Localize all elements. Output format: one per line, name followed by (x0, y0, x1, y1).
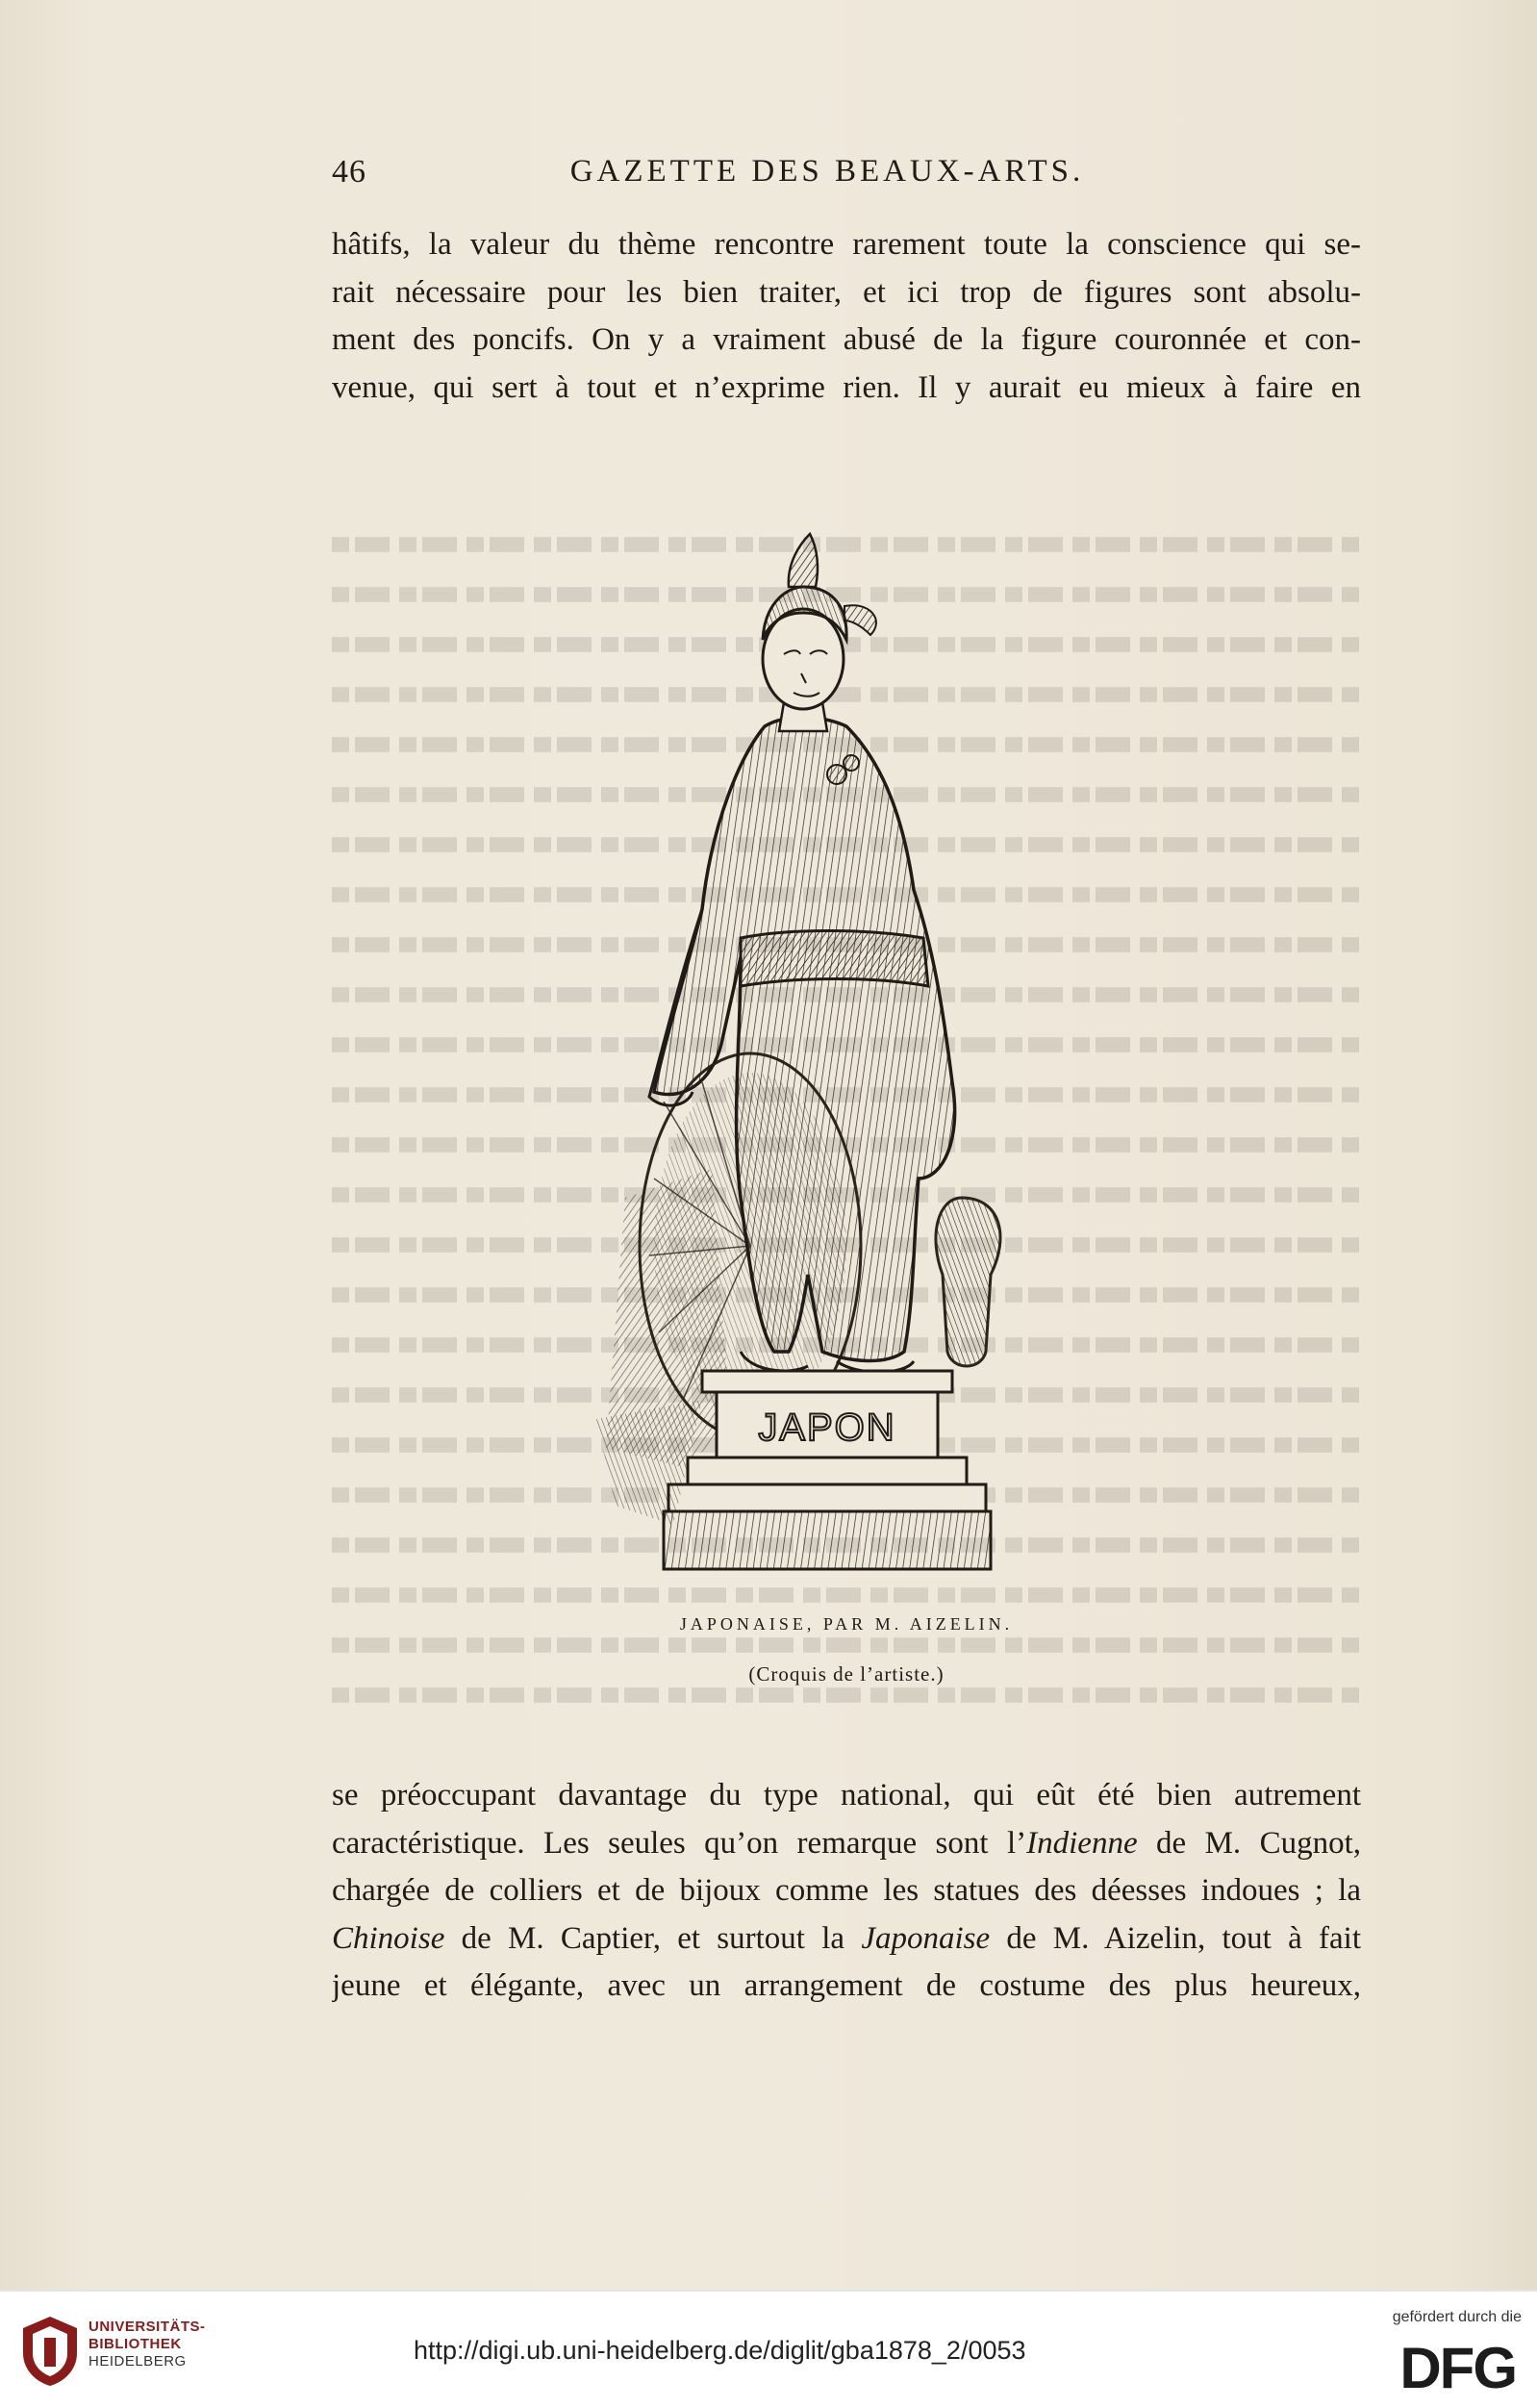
japonaise-statue-engraving (596, 505, 1048, 1583)
text-line: venue, qui sert à tout et n’exprime rien. Il y aurait eu mieux à faire en (332, 369, 1361, 405)
university-name (88, 2319, 206, 2370)
italic-title: Indienne (1026, 1825, 1138, 1861)
figure-caption: JAPONAISE, PAR M. AIZELIN. (679, 1614, 1014, 1634)
text-line (332, 1820, 1361, 1868)
text-run: de M. Aizelin, tout à fait (990, 1920, 1361, 1956)
page-header (332, 154, 1361, 202)
text-line: ment des poncifs. On y a vraiment abusé de la figure couronnée et con- (332, 322, 1361, 357)
university-line: BIBLIOTHEK (88, 2336, 182, 2352)
text-run: de M. Captier, et surtout la (444, 1920, 862, 1956)
pedestal-label: JAPON (758, 1407, 896, 1449)
text-line: se préoccupant davantage du type national, qui eût été bien autrement (332, 1778, 1361, 1812)
university-seal-icon (21, 2315, 79, 2388)
permalink-url[interactable]: http://digi.ub.uni-heidelberg.de/diglit/gba1878_2/0053 (414, 2336, 1026, 2365)
italic-title: Chinoise (332, 1920, 445, 1956)
university-line: HEIDELBERG (88, 2353, 187, 2370)
top-paragraph (332, 221, 1361, 412)
university-line: UNIVERSITÄTS- (88, 2319, 206, 2335)
text-line: rait nécessaire pour les bien traiter, et ici trop de figures sont absolu- (332, 274, 1361, 310)
figure-credit: (Croquis de l’artiste.) (748, 1662, 945, 1686)
text-line: hâtifs, la valeur du thème rencontre rarement toute la conscience qui se- (332, 227, 1361, 262)
funding-note: gefördert durch die (1392, 2309, 1522, 2325)
text-run: caractéristique. Les seules qu’on remarque sont l’ (332, 1825, 1027, 1861)
text-line (332, 1915, 1361, 1964)
text-line: chargée de colliers et de bijoux comme les statues des déesses indoues ; la (332, 1873, 1361, 1908)
dfg-logo: DFG (1399, 2336, 1516, 2400)
text-line: jeune et élégante, avec un arrangement de costume des plus heureux, (332, 1968, 1361, 2003)
text-run: de M. Cugnot, (1137, 1825, 1361, 1861)
bottom-paragraph (332, 1772, 1361, 2011)
running-title: GAZETTE DES BEAUX-ARTS. (569, 154, 1085, 189)
digitization-footer (0, 2290, 1537, 2408)
page-number: 46 (332, 154, 366, 190)
italic-title: Japonaise (861, 1920, 991, 1956)
